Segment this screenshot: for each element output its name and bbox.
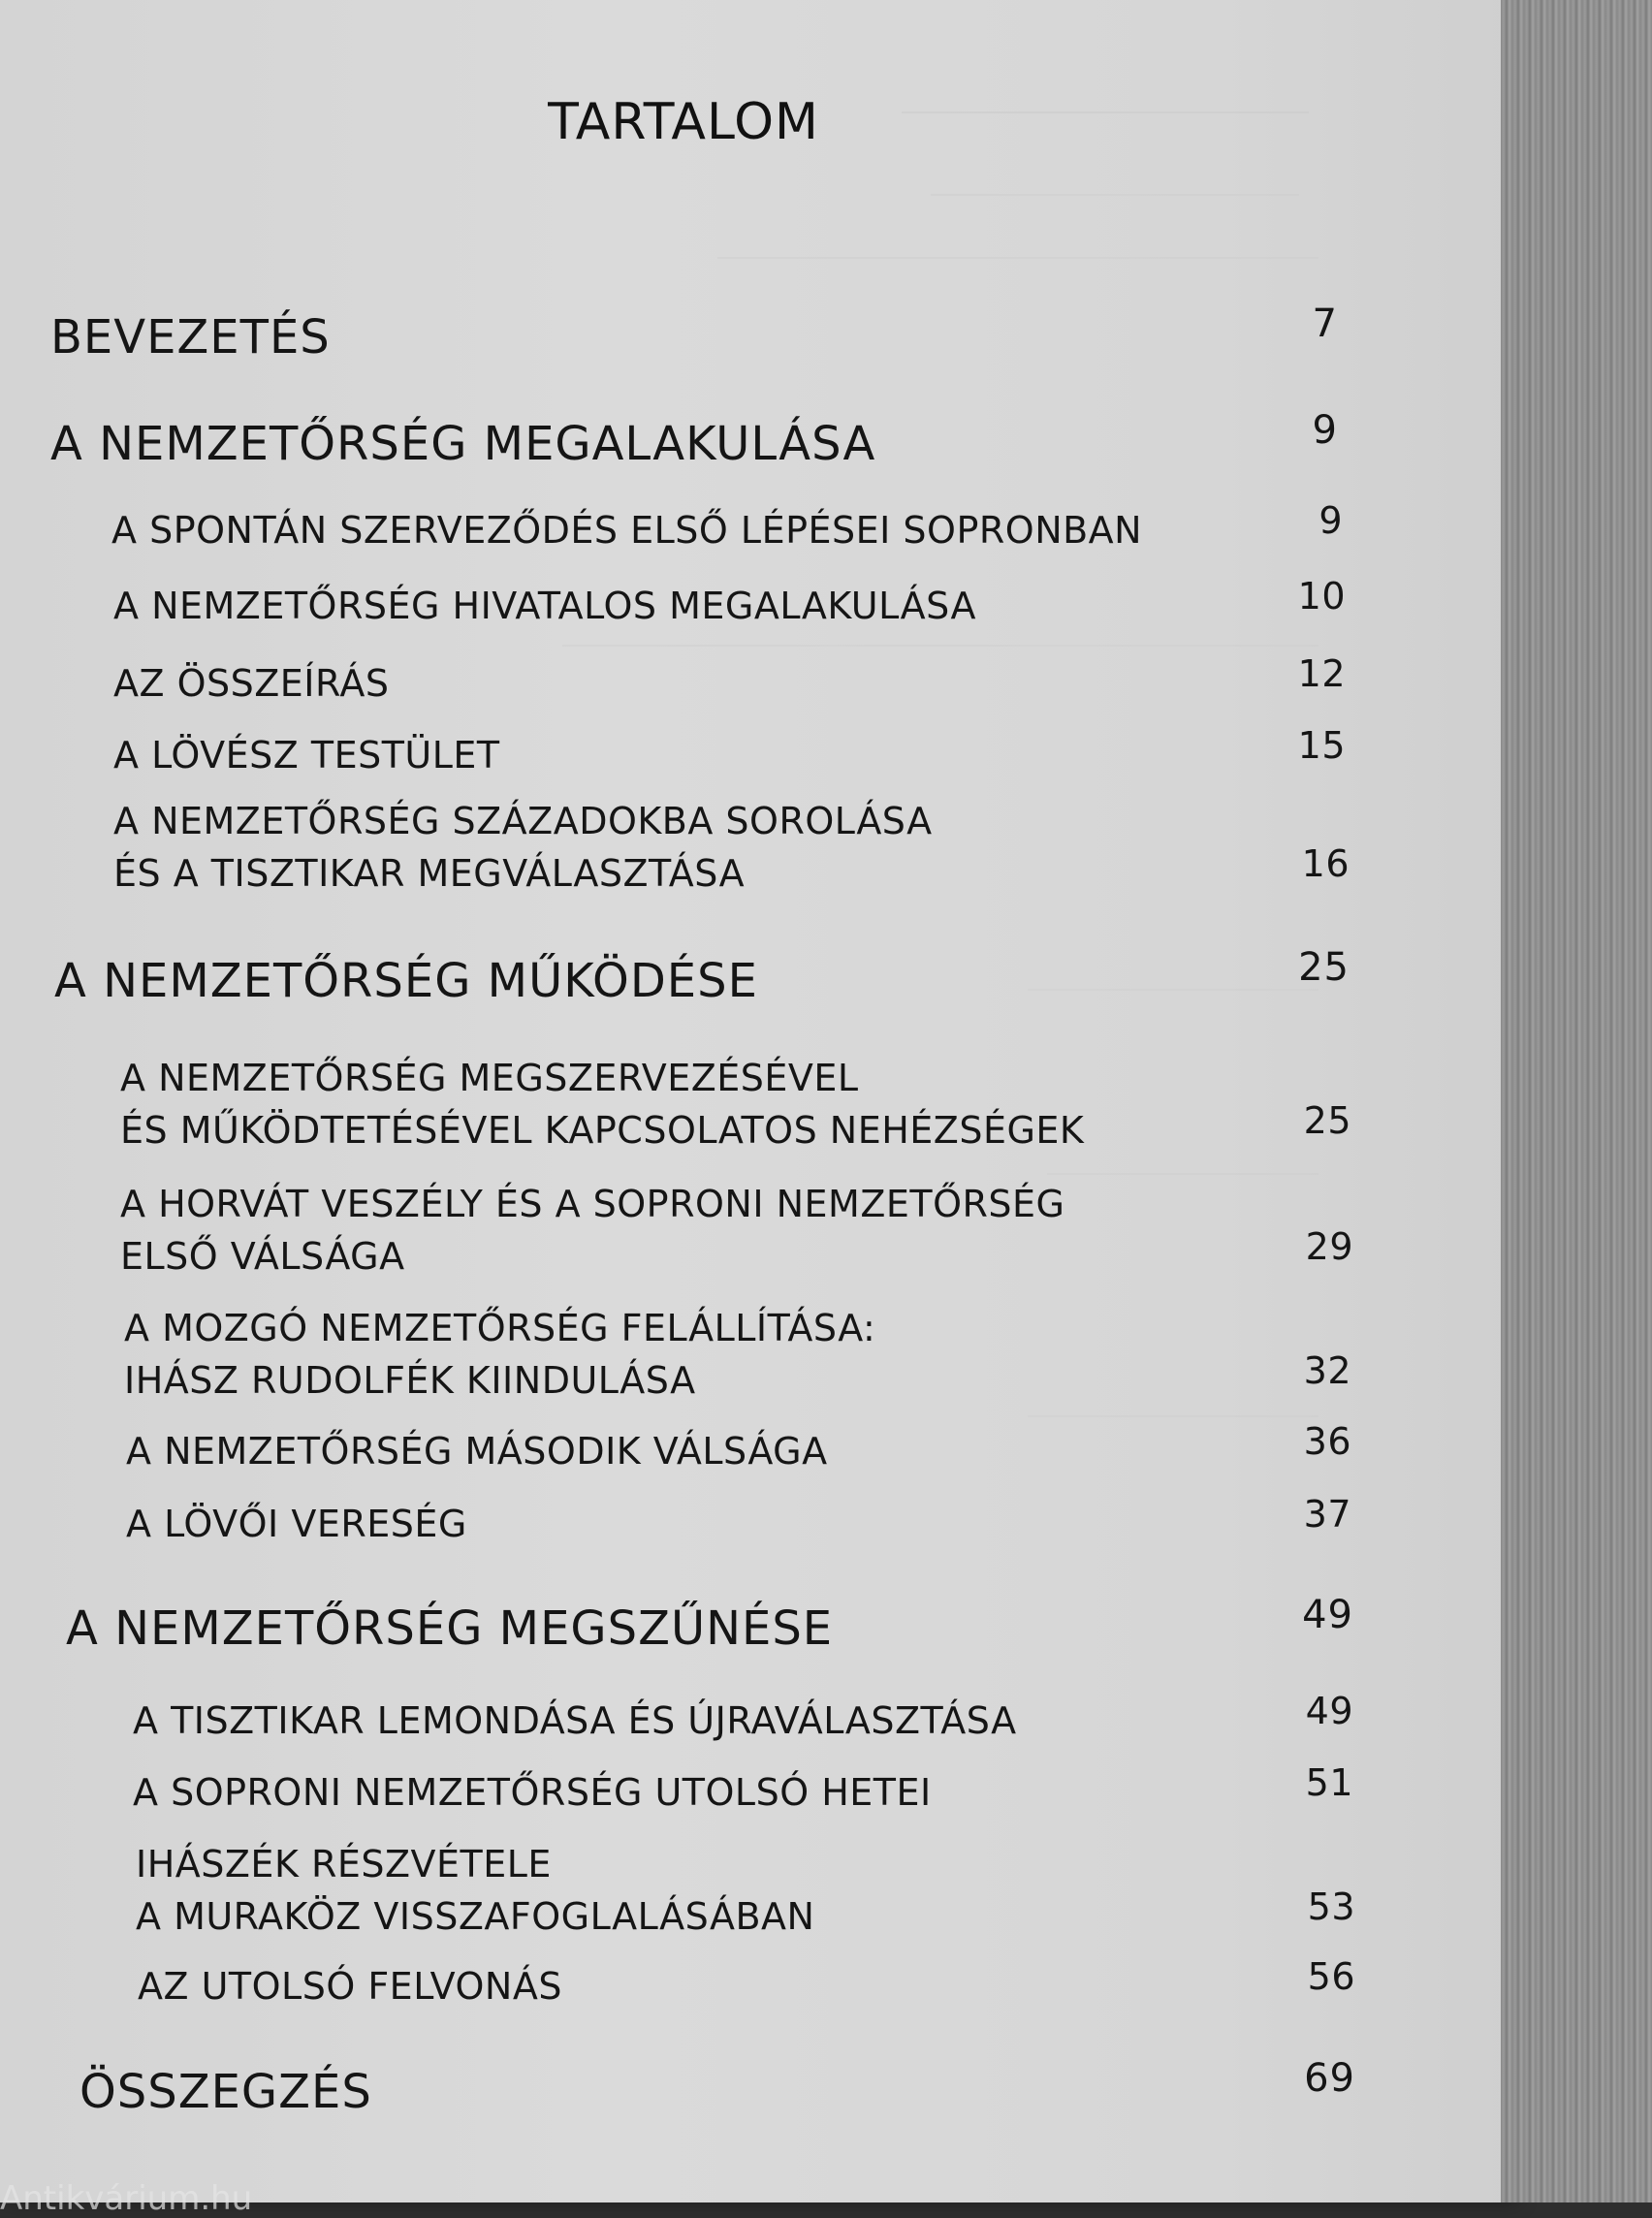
toc-entry-title: AZ ÖSSZEÍRÁS <box>113 662 390 705</box>
toc-entry-title: IHÁSZÉK RÉSZVÉTELE A MURAKÖZ VISSZAFOGLALÁSÁBAN <box>136 1843 815 1938</box>
toc-subsection-entry <box>138 1955 1355 2012</box>
toc-page-number: 49 <box>1302 1593 1353 1637</box>
toc-entry-title: A NEMZETŐRSÉG SZÁZADOKBA SOROLÁSA ÉS A TISZTIKAR MEGVÁLASZTÁSA <box>113 800 933 895</box>
toc-page-number: 25 <box>1298 945 1350 990</box>
toc-page-number: 7 <box>1312 301 1338 346</box>
toc-subsection-entry <box>113 795 1350 900</box>
toc-section-entry <box>66 1593 1353 1658</box>
toc-entry-title: A NEMZETŐRSÉG MEGALAKULÁSA <box>50 417 876 471</box>
toc-entry-title: BEVEZETÉS <box>50 310 331 364</box>
toc-page-number: 10 <box>1297 575 1346 618</box>
toc-page-number: 32 <box>1303 1349 1351 1392</box>
toc-entry-title: A NEMZETŐRSÉG MÁSODIK VÁLSÁGA <box>126 1430 828 1473</box>
toc-subsection-entry <box>124 1302 1351 1407</box>
toc-subsection-entry <box>111 499 1343 556</box>
toc-entry-title: A SPONTÁN SZERVEZŐDÉS ELSŐ LÉPÉSEI SOPRONBAN <box>111 509 1143 552</box>
watermark-text: Antikvárium.hu <box>0 2179 253 2218</box>
toc-entry-title: A NEMZETŐRSÉG HIVATALOS MEGALAKULÁSA <box>113 585 976 627</box>
bleed-through-mark <box>717 257 1318 298</box>
toc-page-number: 51 <box>1305 1761 1353 1804</box>
toc-page-number: 29 <box>1305 1225 1353 1268</box>
toc-subsection-entry <box>113 575 1346 632</box>
bleed-through-mark <box>931 194 1299 235</box>
toc-entry-title: AZ UTOLSÓ FELVONÁS <box>138 1965 562 2008</box>
toc-page-number: 16 <box>1301 842 1350 885</box>
toc-entry-title: A TISZTIKAR LEMONDÁSA ÉS ÚJRAVÁLASZTÁSA <box>133 1699 1017 1742</box>
toc-entry-title: A LÖVÉSZ TESTÜLET <box>113 734 500 776</box>
toc-subsection-entry <box>120 1178 1353 1283</box>
toc-entry-title: A NEMZETŐRSÉG MEGSZERVEZÉSÉVEL ÉS MŰKÖDTETÉSÉVEL KAPCSOLATOS NEHÉZSÉGEK <box>120 1057 1085 1152</box>
toc-section-entry <box>54 945 1350 1010</box>
toc-page-number: 56 <box>1307 1955 1355 1998</box>
page-title: TARTALOM <box>548 93 819 151</box>
toc-entry-title: A NEMZETŐRSÉG MŰKÖDÉSE <box>54 954 758 1008</box>
toc-page-number: 69 <box>1304 2056 1355 2101</box>
toc-section-entry <box>50 408 1338 473</box>
toc-subsection-entry <box>126 1420 1351 1477</box>
toc-page-number: 25 <box>1303 1099 1351 1142</box>
toc-page-number: 12 <box>1297 652 1346 695</box>
toc-page-number: 9 <box>1318 499 1343 542</box>
toc-subsection-entry <box>136 1838 1355 1943</box>
toc-section-entry <box>79 2056 1355 2121</box>
toc-entry-title: A NEMZETŐRSÉG MEGSZŰNÉSE <box>66 1601 834 1656</box>
toc-page-number: 49 <box>1305 1690 1353 1732</box>
toc-page-number: 53 <box>1307 1885 1355 1928</box>
toc-section-entry <box>50 301 1338 366</box>
toc-subsection-entry <box>120 1052 1351 1157</box>
toc-subsection-entry <box>113 724 1346 781</box>
toc-entry-title: A SOPRONI NEMZETŐRSÉG UTOLSÓ HETEI <box>133 1771 932 1814</box>
toc-entry-title: A LÖVŐI VERESÉG <box>126 1503 467 1545</box>
toc-subsection-entry <box>126 1493 1351 1550</box>
toc-entry-title: A MOZGÓ NEMZETŐRSÉG FELÁLLÍTÁSA: IHÁSZ RUDOLFÉK KIINDULÁSA <box>124 1307 876 1402</box>
toc-page-number: 37 <box>1303 1493 1351 1536</box>
toc-entry-title: ÖSSZEGZÉS <box>79 2065 372 2119</box>
toc-page-number: 36 <box>1303 1420 1351 1463</box>
page-stack-edge <box>1501 0 1652 2202</box>
toc-subsection-entry <box>133 1761 1353 1819</box>
toc-entry-title: A HORVÁT VESZÉLY ÉS A SOPRONI NEMZETŐRSÉG ELSŐ VÁLSÁGA <box>120 1183 1065 1278</box>
toc-subsection-entry <box>133 1690 1353 1747</box>
toc-subsection-entry <box>113 652 1346 710</box>
toc-page-number: 15 <box>1297 724 1346 767</box>
toc-page-number: 9 <box>1312 408 1338 453</box>
